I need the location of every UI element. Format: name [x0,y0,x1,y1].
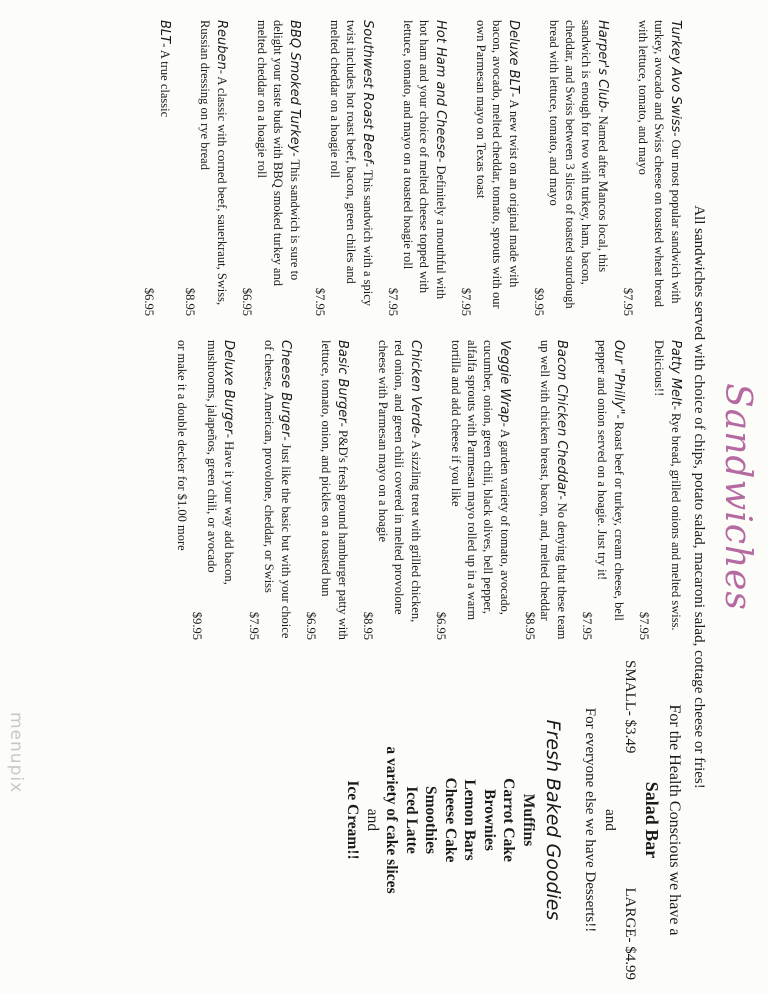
item-description-line [197,20,230,316]
item-description-line [594,340,627,640]
item-description-line [204,340,237,640]
salad-large-price: LARGE- $4.99 [622,887,638,980]
item-description-line [254,20,303,316]
goodie-item-last: Ice Cream!! [344,780,362,860]
goodies-and: and [364,808,381,832]
menu-item [174,340,237,640]
item-description: - Named after Mancos local, this sandwich is enough for two with turkey, ham, bacon, cheddar, and Swiss between 3 slices of toasted sourdough bread with lettuce, tomato, and mayo [547,20,610,309]
menu-item [247,340,294,640]
item-description: - Have it your way add bacon, mushrooms, jalapeños, green chili, or avocado [205,340,236,585]
item-description-line [473,20,522,316]
left-menu-column [12,20,684,316]
menu-item [459,20,522,316]
item-description: - Rye bread, grilled onions and melted swiss. Delicious!! [652,340,683,631]
item-name: Our "Philly" [611,340,626,415]
item-description: - A garden variety of tomato, avocado, cucumber, onion, green chili, black olives, bell pepper, alfalfa sprouts with Parmesan mayo rolled up in a warm tortilla and add cheese if you like [449,340,512,621]
item-price: $7.95 [580,611,594,640]
goodie-item: Smoothies [422,785,440,855]
menu-item [183,20,230,316]
item-name: Turkey Avo Swiss [668,20,683,133]
item-price: $7.95 [247,611,261,640]
menu-item [386,20,449,316]
item-description: - A true classic [158,43,172,118]
item-description-line [400,20,449,316]
item-name: BLT [157,20,172,44]
item-name: Bacon Chicken Cheddar [554,340,569,496]
item-name: Basic Burger [335,340,350,423]
item-price: $7.95 [313,287,327,316]
item-description-line [156,20,173,316]
item-name: Deluxe BLT [506,20,521,93]
item-name: Veggie Wrap [497,340,512,423]
menu-item [580,340,627,640]
item-name: Harper's Club [595,20,610,109]
menu-item [532,20,611,316]
item-description-line [448,340,513,640]
item-description: - This sandwich with a spicy twist includes hot roast beef, bacon, green chiles and melted cheddar on a hoagie roll [328,20,375,307]
item-description-line [651,340,684,640]
item-price: $9.95 [190,611,204,640]
salad-intro: For the Health Conscious we have a [666,704,683,936]
item-description-line [635,20,684,316]
item-description: - Just like the basic but with your choice of cheese, American, provolone, cheddar, or Swiss [262,340,293,639]
menu-item [621,20,684,316]
item-price: $9.95 [532,287,546,316]
menu-item [434,340,513,640]
item-description-line [546,20,611,316]
menu-item [523,340,570,640]
item-description: - No denying that these team up well with chicken breast, bacon, and, melted cheddar [538,340,569,640]
item-name: Reuben [214,20,229,70]
item-name: Southwest Roast Beef [360,20,375,163]
goodie-item: Brownies [481,789,498,851]
menu-item [361,340,424,640]
menu-item [142,20,173,316]
item-name: Deluxe Burger [221,340,236,434]
item-description: - A sizzling treat with grilled chicken, red onion, and green chili covered in melted provolone cheese with Parmesan mayo on a hoagie [376,340,423,623]
page-title: Sandwiches [717,383,758,611]
menu-item [304,340,351,640]
goodie-item: Cheese Cake [442,777,459,863]
goodie-item: Lemon Bars [461,779,479,861]
item-description: - Our most popular sandwich with turkey, avocado and Swiss cheese on toasted wheat bread with lettuce, tomato, and mayo [636,20,683,307]
middle-menu-column [12,340,684,640]
menu-item [637,340,684,640]
item-price: $7.95 [386,287,400,316]
item-price: $6.95 [434,611,448,640]
item-description: - This sandwich is sure to delight your taste buds with BBQ smoked turkey and melted cheddar on a hoagie roll [255,20,302,286]
goodie-item: Iced Latte [403,786,420,854]
desserts-line: For everyone else we have Desserts!! [582,707,598,933]
item-name: Chicken Verde [408,340,423,434]
item-description-line [537,340,570,640]
item-price: $8.95 [361,611,375,640]
watermark-logo: menupix [6,712,26,794]
menu-item [240,20,303,316]
goodie-item: a variety of cake slices [383,746,401,894]
salad-and: and [602,809,618,831]
item-price: $6.95 [142,287,156,316]
item-price: $8.95 [523,611,537,640]
item-description-line [261,340,294,640]
goodie-item: Muffins [520,793,537,847]
right-menu-column [12,660,684,980]
item-price: $7.95 [459,287,473,316]
item-note: or make it a double decker for $1.00 more [175,340,189,551]
item-description-line [327,20,376,316]
item-name: Cheese Burger [278,340,293,437]
item-price: $7.95 [621,287,635,316]
goodie-item: Carrot Cake [500,778,518,862]
item-description: - A new twist on an original made with bacon, avocado, melted cheddar, tomato, sprouts with our own Parmesan mayo on Texas toast [474,20,521,309]
item-name: Patty Melt [668,340,683,406]
item-price: $6.95 [240,287,254,316]
item-price: $8.95 [183,287,197,316]
item-price: $7.95 [637,611,651,640]
sandwich-intro: All sandwiches served with choice of chips, potato salad, macaroni salad, cottage cheese or fries! [691,205,707,789]
item-name: BBQ Smoked Turkey [287,20,302,153]
item-description-line [375,340,424,640]
goodies-title: Fresh Baked Goodies [542,719,564,921]
item-description: - A classic with corned beef, sauerkraut, Swiss, Russian dressing on rye bread [198,20,229,306]
item-description: - P&D's fresh ground hamburger patty with lettuce, tomato, onion, and pickles on a toasted bun [319,340,350,640]
item-price: $6.95 [304,611,318,640]
salad-small-price: SMALL- $3.49 [622,660,638,754]
item-description-line [318,340,351,640]
menu-item [313,20,376,316]
item-name: Hot Ham and Cheese [433,20,448,159]
salad-bar-title: Salad Bar [642,781,662,859]
item-description: - Definitely a mouthful with hot ham and your choice of melted cheese topped with lettuce, tomato, and mayo on a toasted hoagie roll [401,20,448,300]
item-description: - Roast beef or turkey, cream cheese, bell pepper and onion served on a hoagie. Just try it! [595,340,626,621]
